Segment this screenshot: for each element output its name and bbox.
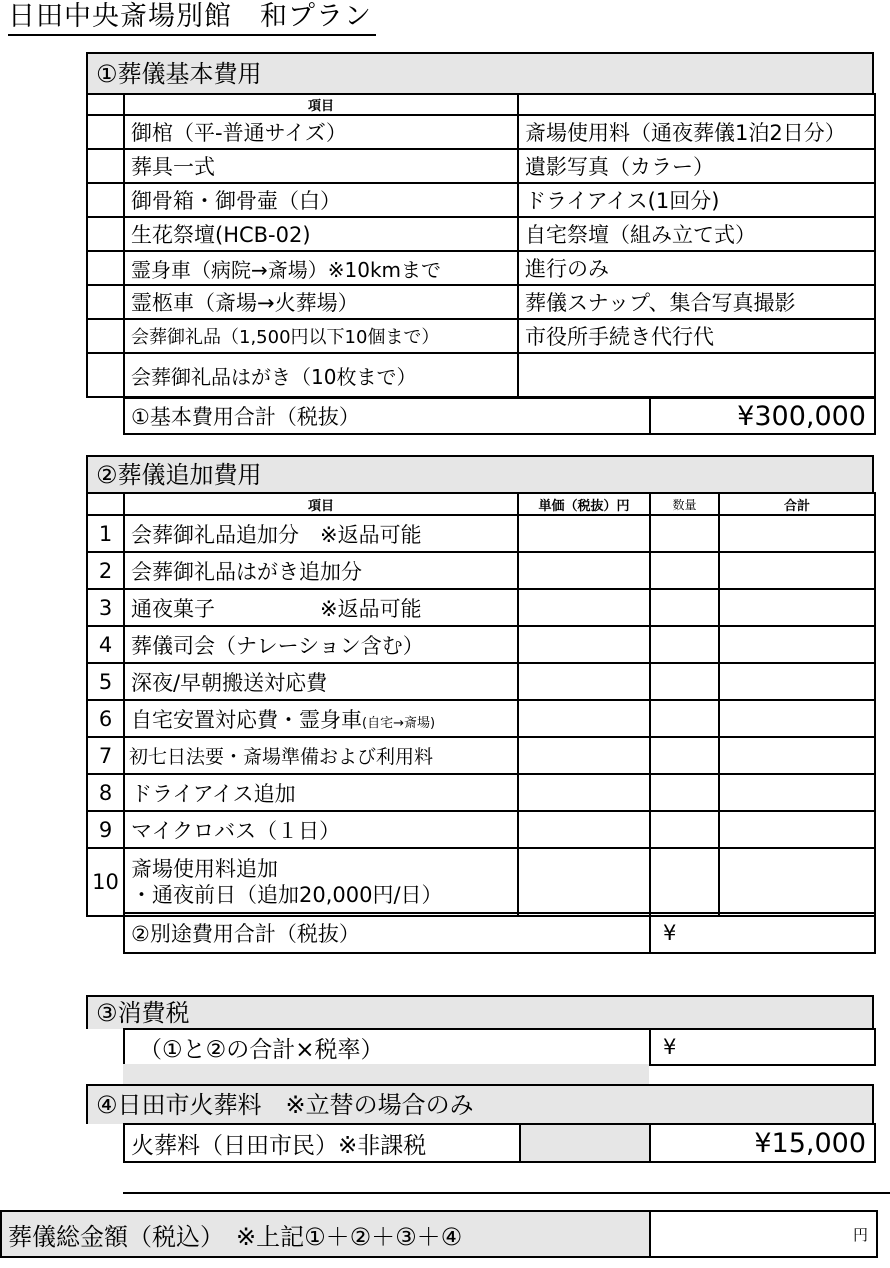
section1-item-right: 進行のみ: [518, 251, 875, 285]
row-item: ドライアイス追加: [124, 774, 518, 811]
section1-item-right: 市役所手続き代行代: [518, 319, 875, 353]
section1-heading: [86, 52, 874, 94]
section1-item-right: ドライアイス(1回分): [518, 183, 875, 217]
section4-heading: [86, 1084, 874, 1124]
section2-total-label: ②別途費用合計（税抜）: [124, 913, 650, 953]
section1-item-left: 霊柩車（斎場→火葬場）: [124, 285, 518, 319]
row-sum[interactable]: [719, 589, 875, 626]
row-sum[interactable]: [719, 774, 875, 811]
row-unit-price[interactable]: [518, 515, 650, 552]
row-number: 1: [87, 515, 124, 552]
section4-label: 火葬料（日田市民）※非課税: [124, 1124, 520, 1162]
page-title: 日田中央斎場別館 和プラン: [8, 0, 376, 36]
section1-table: [86, 93, 876, 398]
row-qty[interactable]: [650, 589, 719, 626]
row-number: 10: [87, 848, 124, 916]
row-qty[interactable]: [650, 811, 719, 848]
row-unit-price[interactable]: [518, 811, 650, 848]
grand-total-value[interactable]: [650, 1211, 877, 1257]
row-sum[interactable]: [719, 848, 875, 916]
row-qty[interactable]: [650, 848, 719, 916]
section1-total-value: ¥300,000: [650, 398, 875, 434]
section2-total-row: [123, 912, 876, 954]
row-qty[interactable]: [650, 700, 719, 737]
section1-total-label: ①基本費用合計（税抜）: [124, 398, 650, 434]
row-number: 8: [87, 774, 124, 811]
grand-total-label: 葬儀総金額（税込） ※上記①＋②＋③＋④: [1, 1211, 650, 1257]
row-item-note: (自宅→斎場): [362, 715, 436, 731]
section2-heading-text: ②葬儀追加費用: [96, 461, 262, 489]
row-number: 6: [87, 700, 124, 737]
section4-heading-text: ④日田市火葬料 ※立替の場合のみ: [96, 1091, 474, 1119]
row-sum[interactable]: [719, 663, 875, 700]
row-number: 5: [87, 663, 124, 700]
row-number: 7: [87, 737, 124, 774]
row-sum[interactable]: [719, 626, 875, 663]
row-number: 2: [87, 552, 124, 589]
row-qty[interactable]: [650, 552, 719, 589]
section1-item-left: 御骨箱・御骨壷（白）: [124, 183, 518, 217]
row-unit-price[interactable]: [518, 700, 650, 737]
row-item: マイクロバス（１日）: [124, 811, 518, 848]
row-qty[interactable]: [650, 663, 719, 700]
row-number: 3: [87, 589, 124, 626]
section2-item-header: 項目: [124, 493, 518, 515]
section1-item-left: 御棺（平-普通サイズ）: [124, 115, 518, 149]
section2-qty-header: 数量: [650, 493, 719, 515]
section1-item-right: [518, 353, 875, 397]
section3-heading-text: ③消費税: [96, 999, 190, 1027]
row-qty[interactable]: [650, 626, 719, 663]
row-number: 9: [87, 811, 124, 848]
row-unit-price[interactable]: [518, 774, 650, 811]
row-sum[interactable]: [719, 737, 875, 774]
section2-table: [86, 492, 876, 917]
section1-item-right: 葬儀スナップ、集合写真撮影: [518, 285, 875, 319]
section1-item-left: 霊身車（病院→斎場）※10kmまで: [124, 251, 518, 285]
section1-item-right: 斎場使用料（通夜葬儀1泊2日分）: [518, 115, 875, 149]
section2-heading: [86, 455, 874, 493]
row-number: 4: [87, 626, 124, 663]
row-item: 会葬御礼品追加分 ※返品可能: [124, 515, 518, 552]
row-unit-price[interactable]: [518, 663, 650, 700]
section4-gray-cell: [520, 1124, 650, 1162]
row-unit-price[interactable]: [518, 848, 650, 916]
row-item: 会葬御礼品はがき追加分: [124, 552, 518, 589]
row-item: 自宅安置対応費・霊身車(自宅→斎場): [124, 700, 518, 737]
section2-total-value[interactable]: ¥: [650, 913, 875, 953]
section3-heading: [86, 995, 874, 1029]
section1-heading-text: ①葬儀基本費用: [96, 60, 262, 88]
grand-total-unit: 円: [852, 1225, 868, 1244]
row-sum[interactable]: [719, 700, 875, 737]
row-sum[interactable]: [719, 552, 875, 589]
section1-total-row: [123, 397, 876, 435]
row-item: 斎場使用料追加 ・通夜前日（追加20,000円/日）: [124, 848, 518, 916]
section1-item-left: 生花祭壇(HCB-02): [124, 217, 518, 251]
row-item: 深夜/早朝搬送対応費: [124, 663, 518, 700]
section1-item-left: 会葬御礼品（1,500円以下10個まで）: [124, 319, 518, 353]
row-sum[interactable]: [719, 515, 875, 552]
row-unit-price[interactable]: [518, 626, 650, 663]
section1-item-left: 会葬御礼品はがき（10枚まで）: [124, 353, 518, 397]
section1-item-right: 自宅祭壇（組み立て式）: [518, 217, 875, 251]
row-unit-price[interactable]: [518, 552, 650, 589]
section3-spacer: [123, 1064, 649, 1084]
section3-value[interactable]: ¥: [650, 1029, 875, 1065]
row-sum[interactable]: [719, 811, 875, 848]
row-unit-price[interactable]: [518, 737, 650, 774]
section4-value: ¥15,000: [650, 1124, 875, 1162]
row-item: 葬儀司会（ナレーション含む）: [124, 626, 518, 663]
row-item: 初七日法要・斎場準備および利用料: [124, 737, 518, 774]
row-qty[interactable]: [650, 515, 719, 552]
section3-label: （①と②の合計×税率）: [124, 1029, 650, 1065]
divider: [123, 1192, 890, 1194]
row-unit-price[interactable]: [518, 589, 650, 626]
section4-row: [123, 1123, 876, 1163]
row-item: 通夜菓子 ※返品可能: [124, 589, 518, 626]
grand-total-row: [0, 1210, 878, 1258]
section2-unit-price-header: 単価（税抜）円: [518, 493, 650, 515]
section1-item-right: 遺影写真（カラー）: [518, 149, 875, 183]
section2-sum-header: 合計: [719, 493, 875, 515]
row-qty[interactable]: [650, 774, 719, 811]
row-qty[interactable]: [650, 737, 719, 774]
section1-item-header: 項目: [124, 94, 518, 115]
section3-row: [123, 1028, 876, 1066]
section1-item-left: 葬具一式: [124, 149, 518, 183]
